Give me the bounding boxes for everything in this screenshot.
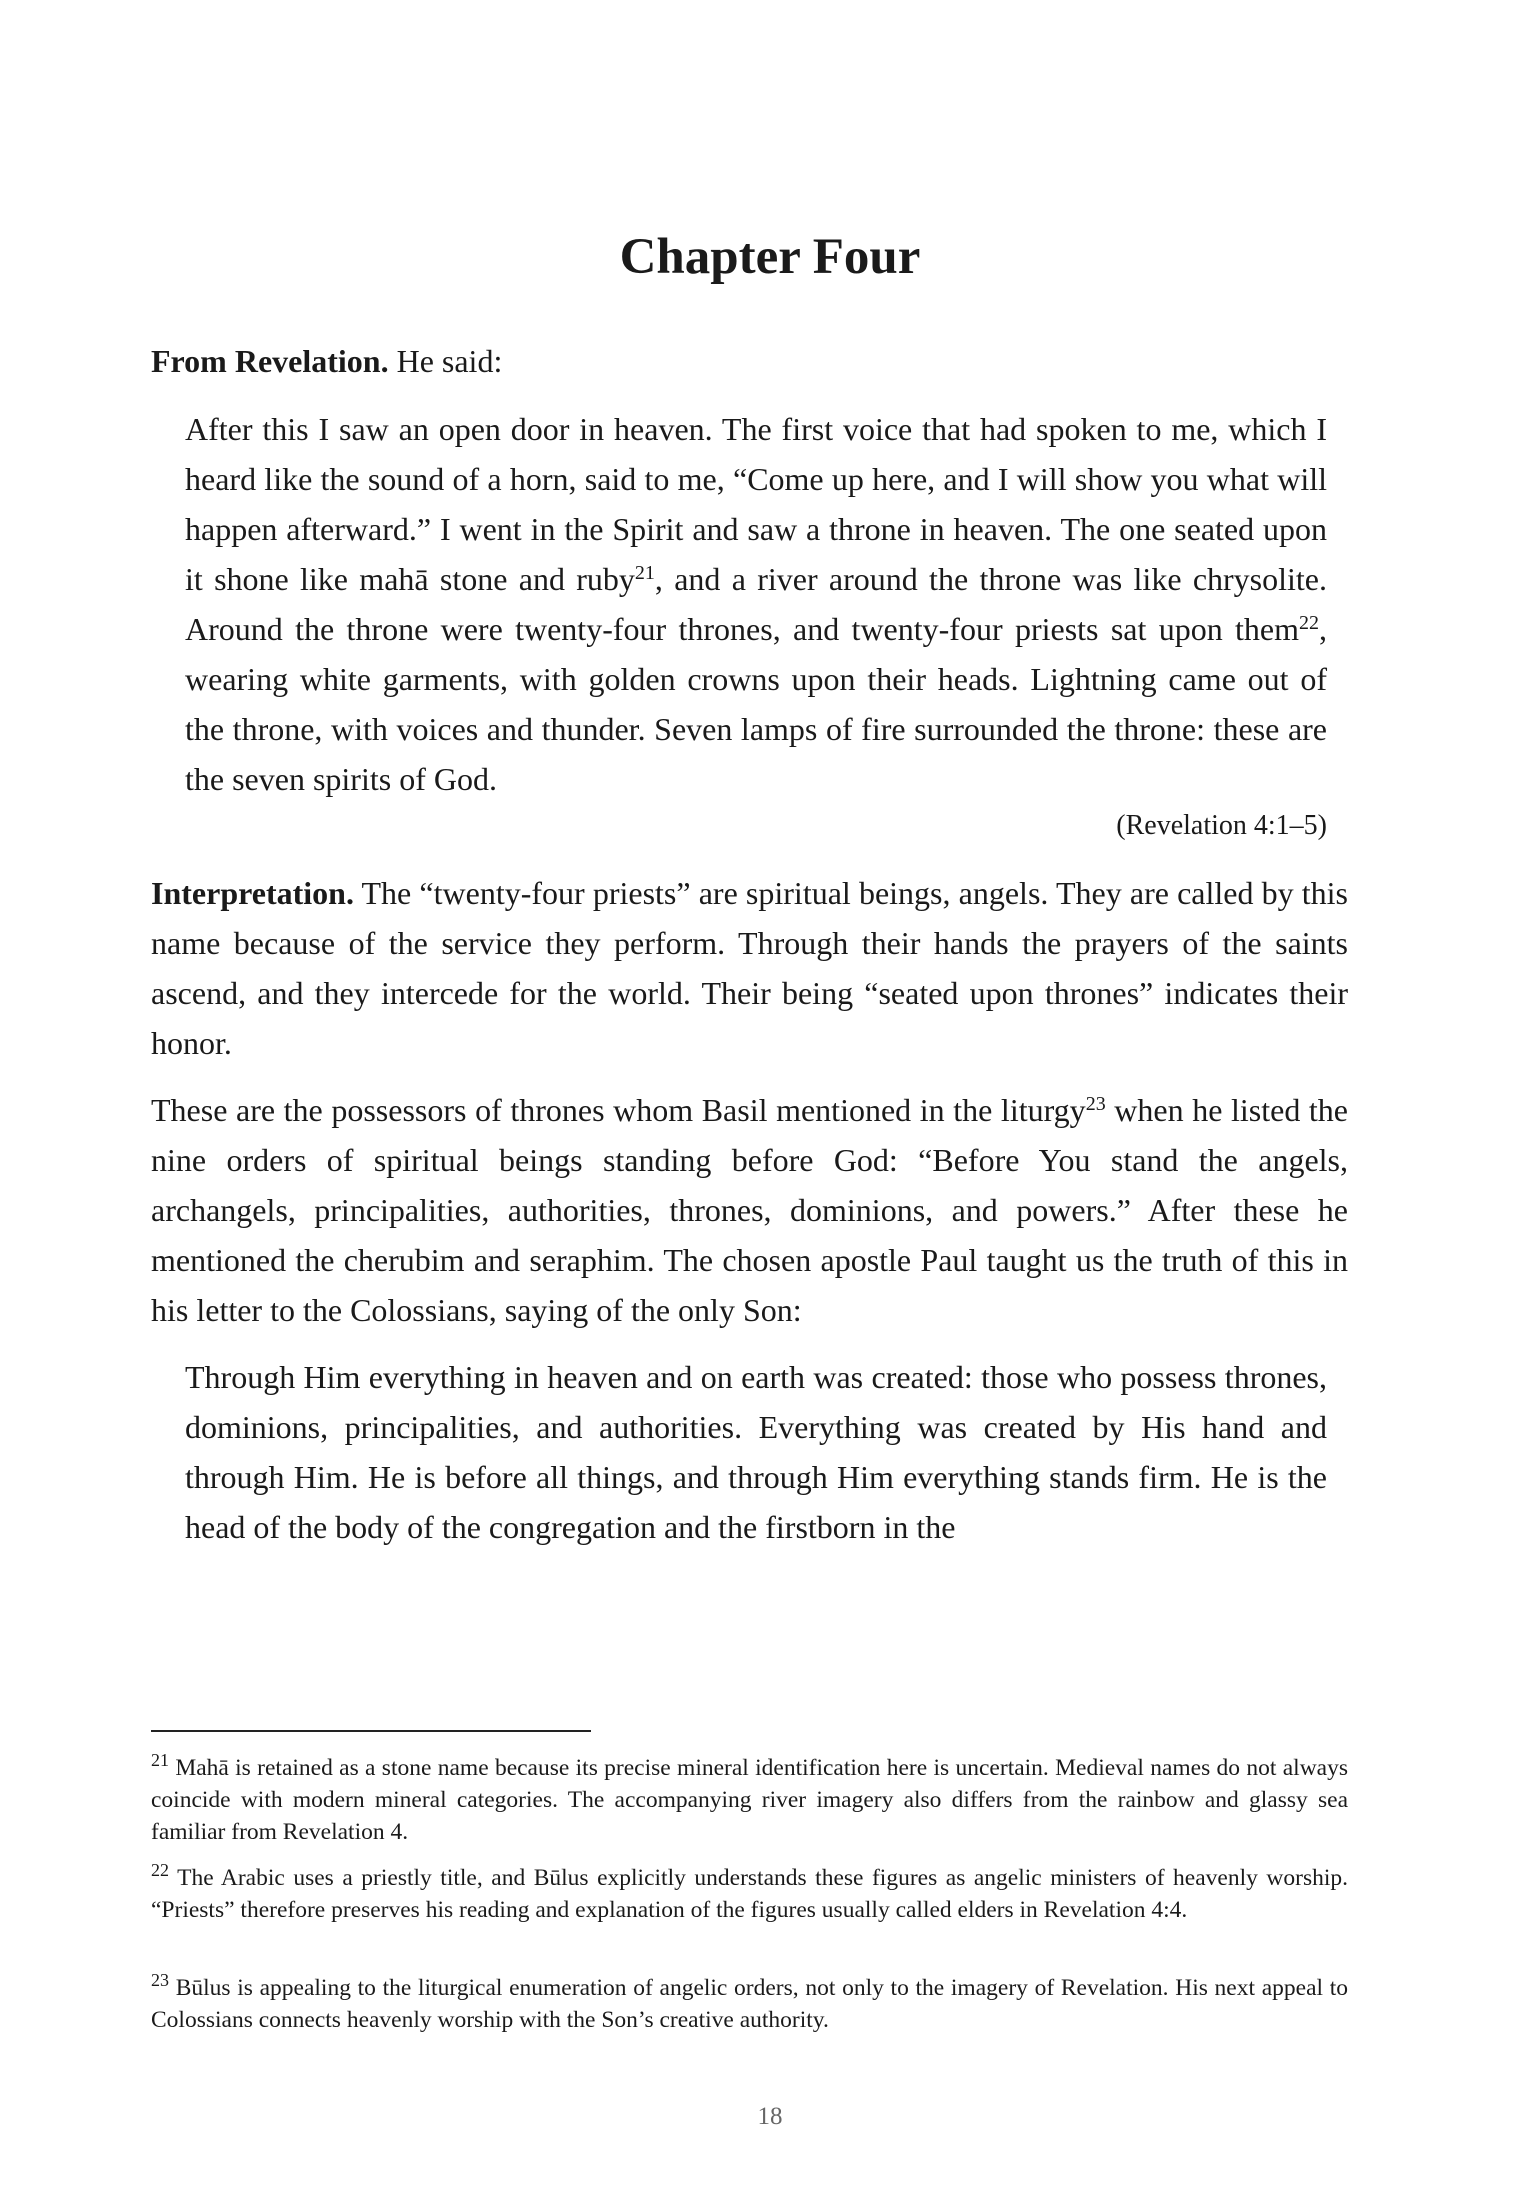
footnote-number: 22: [151, 1860, 169, 1880]
section-intro: [151, 336, 1348, 386]
chapter-title: Chapter Four: [619, 229, 921, 285]
colossians-quote: Through Him everything in heaven and on earth was created: those who possess thrones, dominions, principalities, and authorities. Everything was created by His hand and through Him. He is before all things, and through Him everything stands firm. He is the head of the body of the congregation and the firstborn in the: [185, 1359, 1327, 1545]
footnote-number: 23: [151, 1970, 169, 1990]
footnote-text: Būlus is appealing to the liturgical enumeration of angelic orders, not only to the imagery of Revelation. His next appeal to Colossians connects heavenly worship with the Son’s creative authority.: [151, 1975, 1348, 2033]
footnote-23: [151, 1972, 1348, 2036]
footnote-text: Mahā is retained as a stone name because its precise mineral identification here is uncertain. Medieval names do not always coincide with modern mineral categories. The accompanying river imagery also differs from the rainbow and glassy sea familiar from Revelation 4.: [151, 1755, 1348, 1845]
interpretation-paragraph: [151, 868, 1348, 1068]
page-number: 18: [757, 2103, 783, 2130]
footnote-divider: [151, 1730, 591, 1732]
footnote-ref-21[interactable]: 21: [634, 562, 655, 584]
footnote-text: The Arabic uses a priestly title, and Būlus explicitly understands these figures as angelic ministers of heavenly worship. “Priests” therefore preserves his reading and explanation of the figures usually called elders in Revelation 4:4.: [151, 1865, 1348, 1923]
section-lead: From Revelation.: [151, 343, 389, 379]
footnote-21: [151, 1752, 1348, 1848]
quote-text-part-2: , and a river around the throne was like chrysolite. Around the throne were twenty-four thrones, and twenty-four priests sat upon them: [185, 561, 1328, 647]
revelation-quote: [185, 404, 1327, 804]
basil-text-after: when he listed the nine orders of spiritual beings standing before God: “Before You stand the angels, archangels, principalities, authorities, thrones, dominions, and powers.” After these he mentioned the cherubim and seraphim. The chosen apostle Paul taught us the truth of this in his letter to the Colossians, saying of the only Son:: [151, 1092, 1349, 1328]
quote-text-part-1: After this I saw an open door in heaven. The first voice that had spoken to me, which I heard like the sound of a horn, said to me, “Come up here, and I will show you what will happen afterward.” I went in the Spirit and saw a throne in heaven. The one seated upon it shone like mahā stone and ruby: [185, 411, 1327, 597]
quote-text-part-3: , wearing white garments, with golden crowns upon their heads. Lightning came out of the throne, with voices and thunder. Seven lamps of fire surrounded the throne: these are the seven spirits of God.: [185, 611, 1327, 797]
interpretation-lead: Interpretation.: [151, 875, 354, 911]
footnote-ref-23[interactable]: 23: [1085, 1093, 1106, 1115]
section-intro-text: He said:: [388, 343, 503, 379]
basil-paragraph: [151, 1085, 1348, 1335]
footnote-ref-22[interactable]: 22: [1299, 612, 1319, 634]
quote-citation: (Revelation 4:1–5): [1116, 810, 1327, 841]
footnote-22: [151, 1862, 1348, 1926]
basil-text-before: These are the possessors of thrones whom Basil mentioned in the liturgy: [151, 1092, 1086, 1128]
footnote-number: 21: [151, 1750, 169, 1770]
interpretation-text: The “twenty-four priests” are spiritual beings, angels. They are called by this name because of the service they perform. Through their hands the prayers of the saints ascend, and they intercede for the world. Their being “seated upon thrones” indicates their honor.: [151, 875, 1348, 1061]
